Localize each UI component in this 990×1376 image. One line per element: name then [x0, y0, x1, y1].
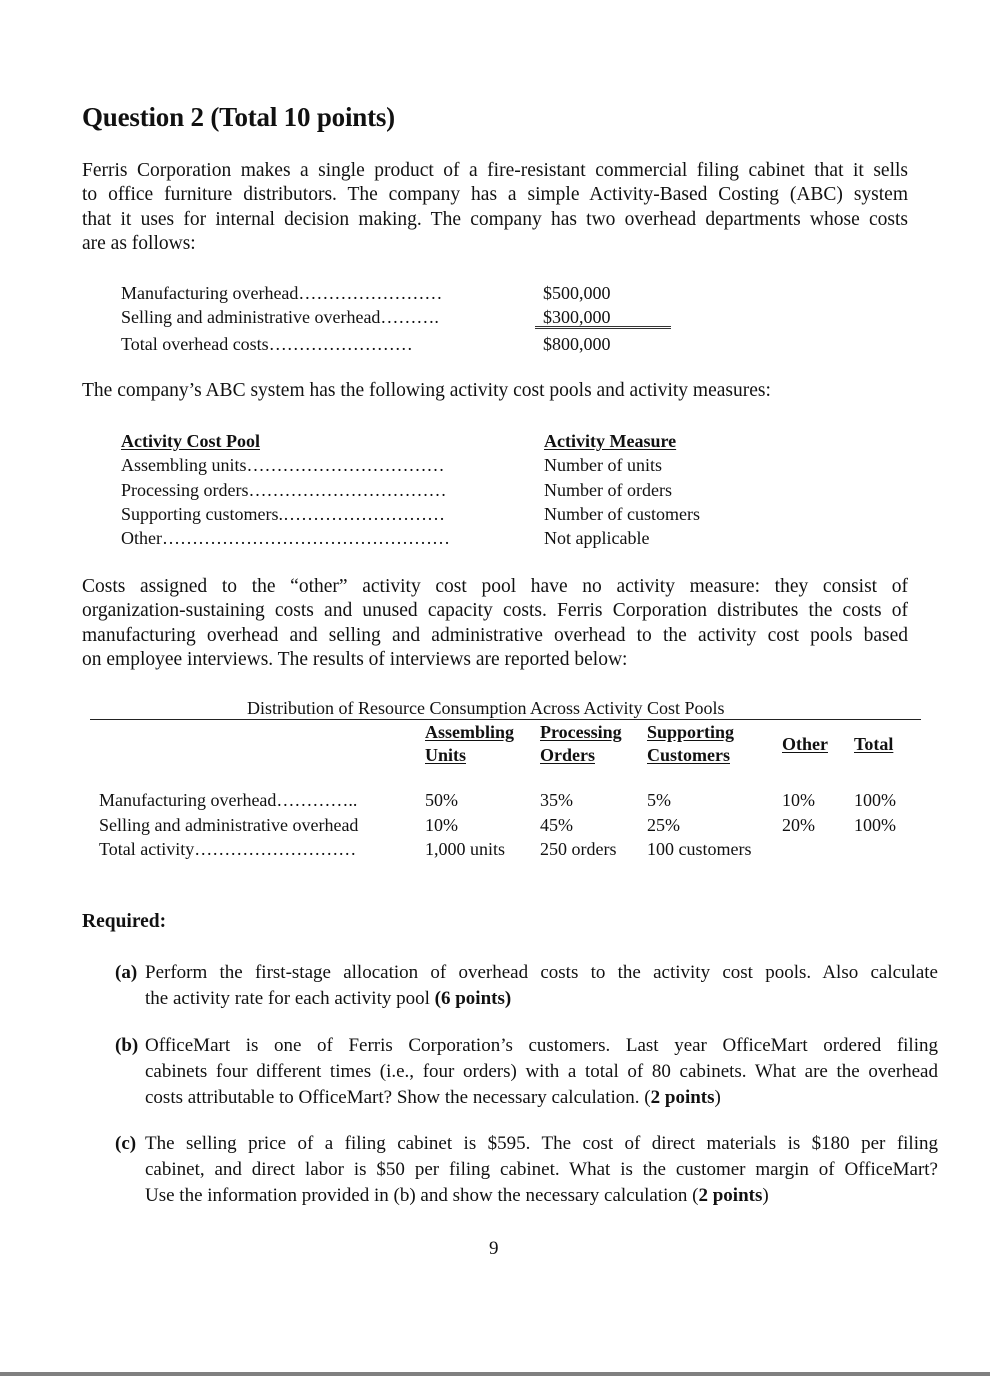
cell: 45% [540, 815, 573, 835]
required-item-a [115, 960, 938, 1012]
cell: 25% [647, 815, 680, 835]
overhead-label: Manufacturing overhead…………………… [121, 283, 443, 303]
col-header-assembling: Assembling [425, 722, 515, 742]
item-line: Perform the first-stage allocation of overhead costs to the activity cost pools. Also calculate [145, 962, 938, 983]
item-suffix: ) [714, 1087, 721, 1108]
col-header-assembling: Units [425, 745, 467, 765]
intro-line: Ferris Corporation makes a single product of a fire-resistant commercial filing cabinet that it sells [82, 160, 908, 181]
cell: 35% [540, 790, 573, 810]
item-line: OfficeMart is one of Ferris Corporation’s customers. Last year OfficeMart ordered filing [145, 1035, 938, 1056]
activity-measure: Number of customers [544, 504, 700, 524]
intro-line: to office furniture distributors. The company has a simple Activity-Based Costing (ABC) system [82, 184, 908, 206]
table-top-rule [90, 719, 921, 720]
activity-measure-header: Activity Measure [544, 431, 677, 451]
activity-pool-header: Activity Cost Pool [121, 431, 260, 451]
activity-measure: Not applicable [544, 528, 650, 548]
item-line-wrap [115, 1157, 938, 1183]
activity-pool-name: Assembling units…………………………… [121, 455, 445, 475]
cell: 100 customers [647, 839, 752, 859]
col-header-total: Total [854, 734, 894, 754]
overhead-label: Selling and administrative overhead………. [121, 307, 439, 327]
cell: 10% [425, 815, 458, 835]
item-line: Use the information provided in (b) and show the necessary calculation ( [145, 1185, 699, 1206]
required-item-b [115, 1033, 938, 1111]
points-label: (6 points) [434, 988, 512, 1009]
cell: 250 orders [540, 839, 617, 859]
activity-pool-name: Processing orders…………………………… [121, 480, 447, 500]
item-line: costs attributable to OfficeMart? Show the necessary calculation. ( [145, 1087, 651, 1108]
other-pool-paragraph [82, 575, 908, 672]
overhead-value: $300,000 [543, 307, 611, 327]
item-suffix: ) [762, 1185, 769, 1206]
item-line: cabinet, and direct labor is $50 per filing cabinet. What is the customer margin of OfficeMart? [145, 1159, 938, 1180]
col-header-supporting: Customers [647, 745, 730, 765]
cell: 20% [782, 815, 815, 835]
activity-pool-name: Other………………………………………… [121, 528, 450, 548]
intro-line: that it uses for internal decision making. The company has two overhead departments whose costs [82, 208, 908, 230]
cell: 100% [854, 815, 896, 835]
distribution-caption: Distribution of Resource Consumption Across Activity Cost Pools [247, 698, 725, 718]
paragraph-line: Costs assigned to the “other” activity cost pool have no activity measure: they consist of [82, 576, 908, 597]
paragraph-line: manufacturing overhead and selling and administrative overhead to the activity cost pools based [82, 624, 908, 646]
question-title: Question 2 (Total 10 points) [82, 102, 395, 132]
item-line-wrap [115, 1183, 938, 1209]
page-bottom-border [0, 1372, 990, 1376]
intro-line: are as follows: [82, 232, 196, 254]
item-line: the activity rate for each activity pool [145, 988, 435, 1009]
activity-measure: Number of orders [544, 480, 672, 500]
row-label: Manufacturing overhead………….. [99, 790, 358, 810]
required-heading: Required: [82, 911, 167, 932]
item-line-wrap [115, 1085, 938, 1111]
col-header-supporting: Supporting [647, 722, 735, 742]
paragraph-line: on employee interviews. The results of interviews are reported below: [82, 648, 628, 670]
page-number: 9 [489, 1238, 499, 1259]
paragraph-line: organization-sustaining costs and unused capacity costs. Ferris Corporation distributes the costs of [82, 600, 908, 622]
cell: 50% [425, 790, 458, 810]
cell: 100% [854, 790, 896, 810]
required-item-c [115, 1131, 938, 1209]
total-double-rule [535, 326, 671, 329]
col-header-other: Other [782, 734, 828, 754]
overhead-total-value: $800,000 [543, 334, 611, 354]
points-label: 2 points [650, 1087, 715, 1108]
row-label: Total activity……………………… [99, 839, 357, 859]
item-line: The selling price of a filing cabinet is $595. The cost of direct materials is $180 per filing [145, 1133, 938, 1154]
item-line-wrap [115, 1059, 938, 1085]
row-label: Selling and administrative overhead [99, 815, 359, 835]
activity-pool-name: Supporting customers.……………………… [121, 504, 445, 524]
item-label: (c) [115, 1133, 137, 1154]
intro-paragraph [82, 159, 908, 256]
col-header-processing: Orders [540, 745, 595, 765]
abc-intro: The company’s ABC system has the following activity cost pools and activity measures: [82, 380, 771, 401]
item-label: (a) [115, 962, 138, 983]
item-line-wrap [115, 986, 938, 1012]
item-label: (b) [115, 1035, 139, 1056]
overhead-label: Total overhead costs…………………… [121, 334, 413, 354]
overhead-value: $500,000 [543, 283, 611, 303]
cell: 1,000 units [425, 839, 506, 859]
cell: 5% [647, 790, 671, 810]
col-header-processing: Processing [540, 722, 622, 742]
cell: 10% [782, 790, 815, 810]
activity-measure: Number of units [544, 455, 662, 475]
points-label: 2 points [698, 1185, 763, 1206]
item-line: cabinets four different times (i.e., four orders) with a total of 80 cabinets. What are the overhead [145, 1061, 938, 1082]
